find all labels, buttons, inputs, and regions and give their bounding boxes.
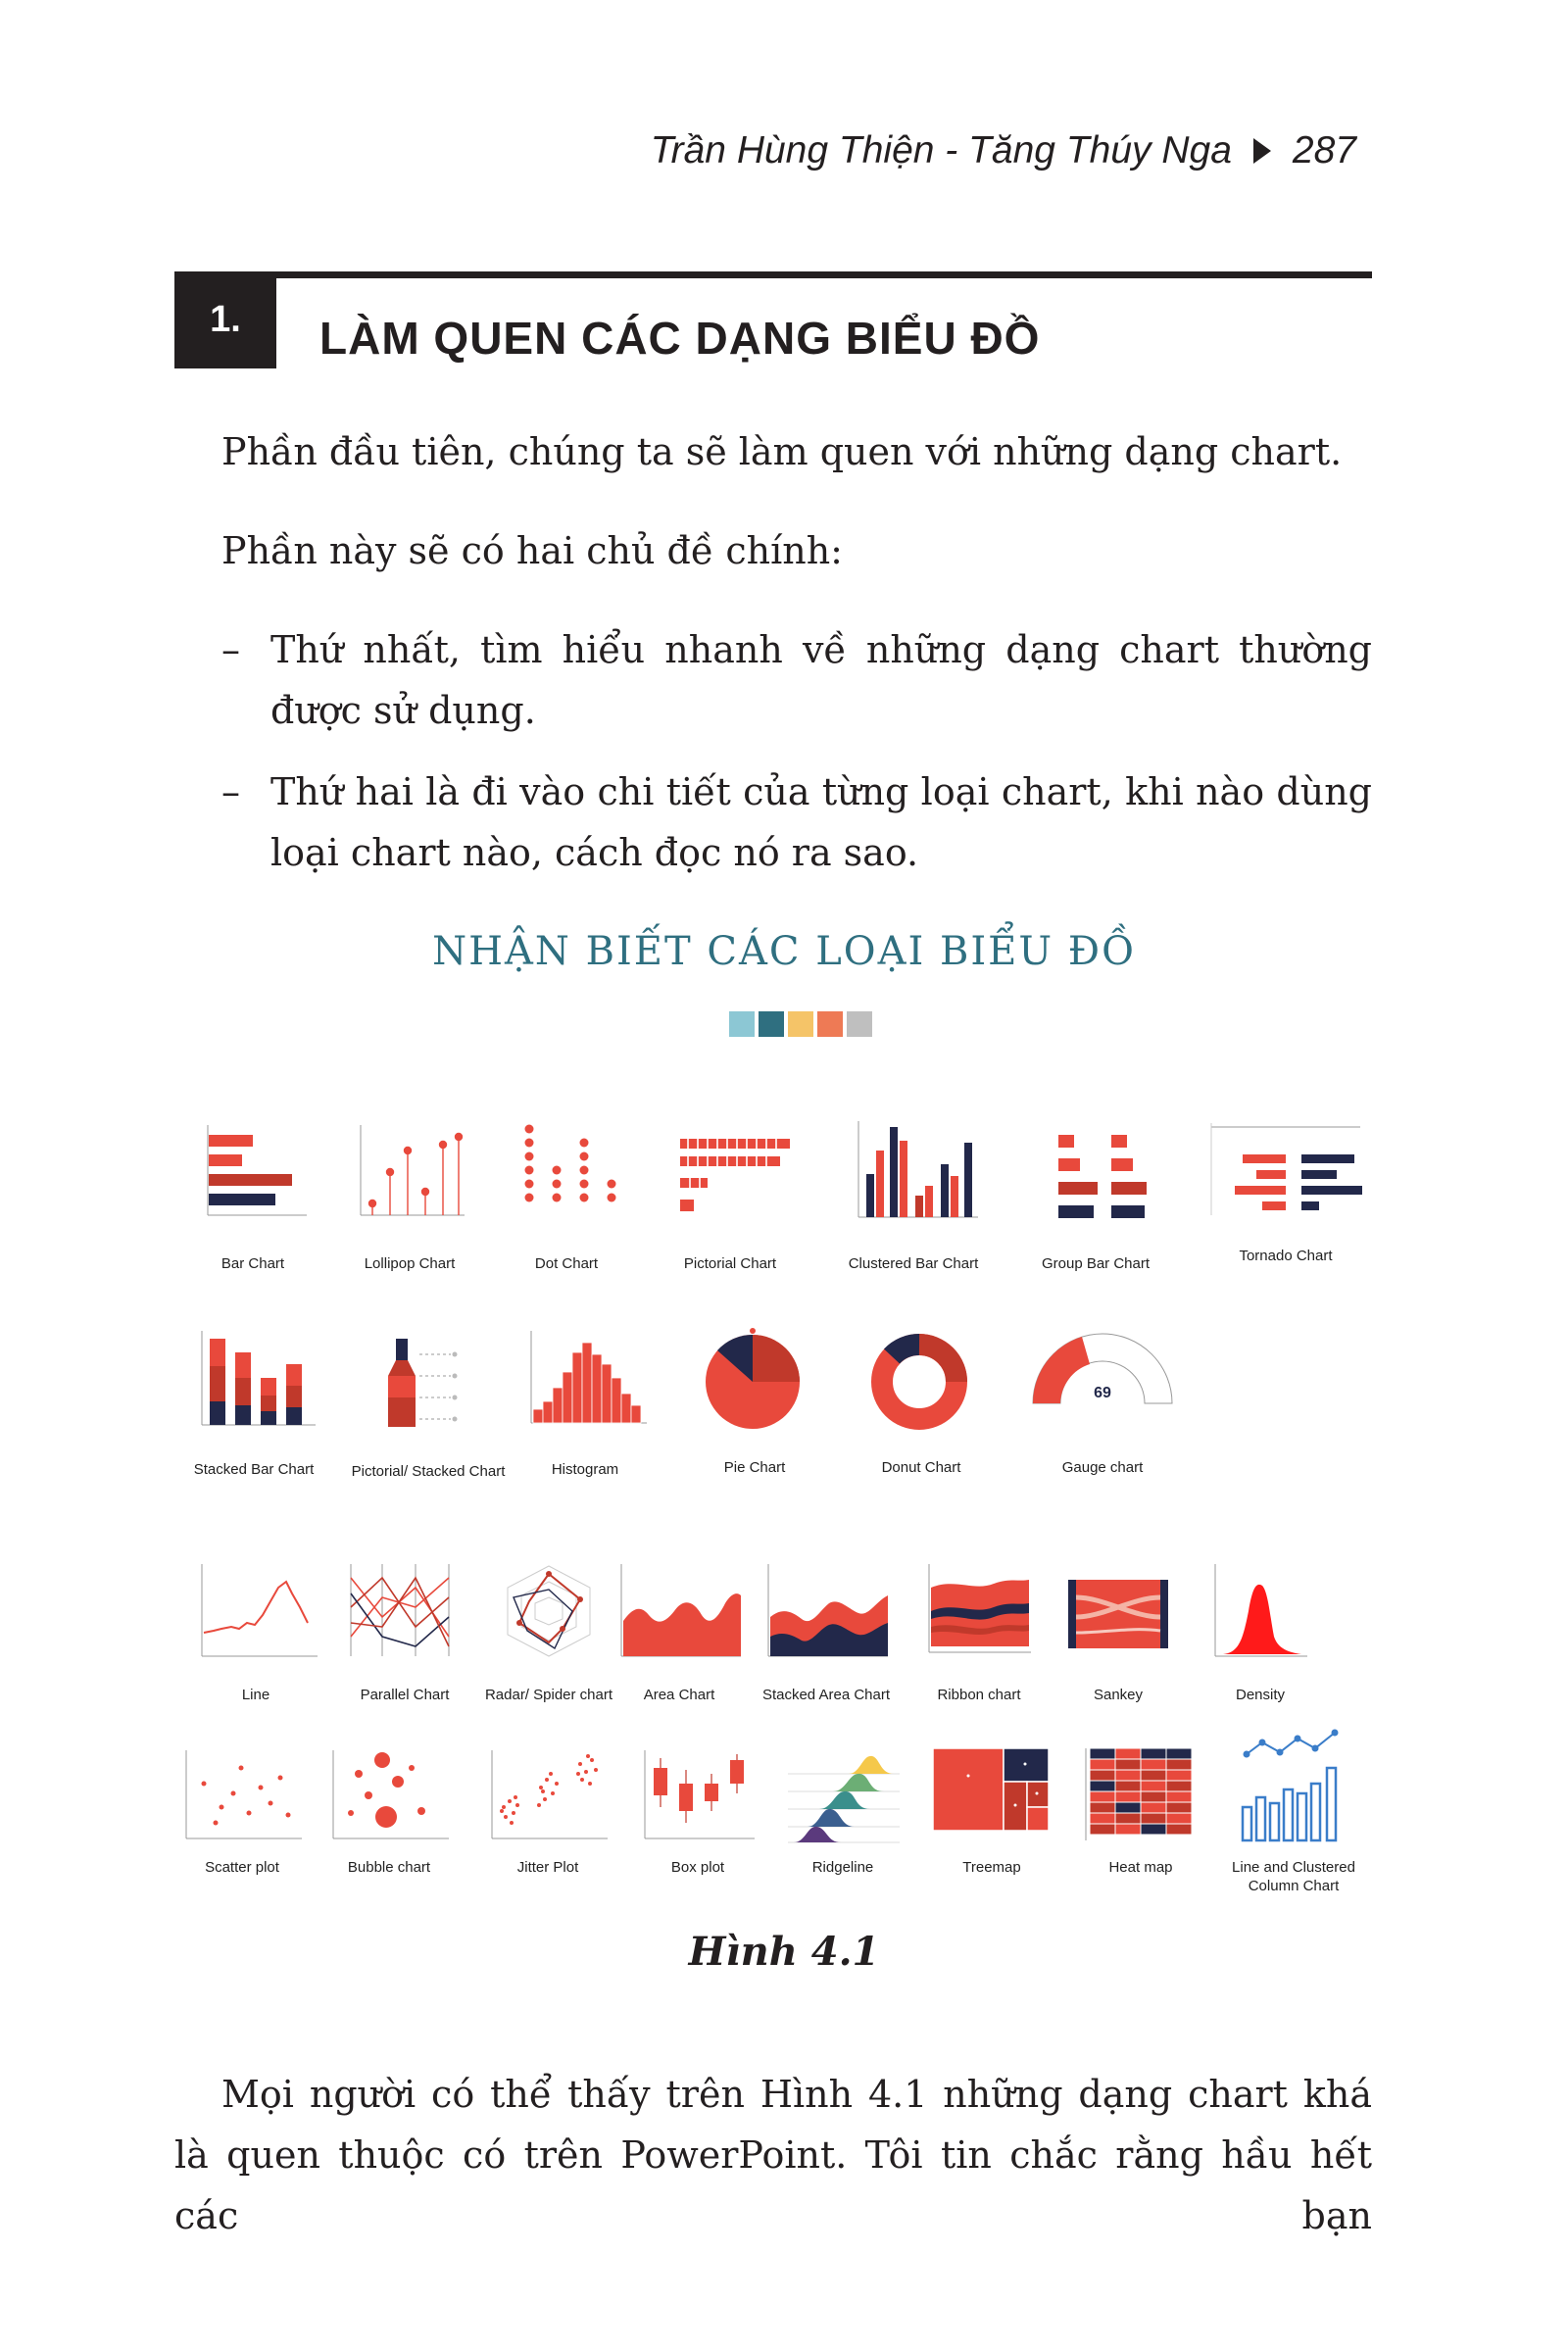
palette-swatch — [847, 1011, 872, 1037]
thumbnail-sankey — [1064, 1558, 1172, 1703]
thumbnail-label: Radar/ Spider chart — [484, 1687, 613, 1703]
parallel-chart-icon — [341, 1558, 468, 1666]
thumbnail-clustered-bar-chart — [845, 1117, 982, 1272]
paragraph-intro: Phần đầu tiên, chúng ta sẽ làm quen với những dạng chart. — [221, 430, 1343, 473]
figure-caption: Hình 4.1 — [688, 1929, 880, 1975]
thumbnail-label: Density — [1235, 1687, 1286, 1703]
palette-swatch — [788, 1011, 813, 1037]
thumbnail-label: Bubble chart — [347, 1859, 431, 1876]
thumbnail-jitter-plot — [484, 1744, 612, 1876]
thumbnail-ridgeline — [784, 1744, 902, 1876]
pictorial-chart-icon — [666, 1117, 794, 1225]
thumbnail-bar-chart — [194, 1117, 312, 1272]
thumbnail-treemap — [933, 1748, 1051, 1876]
heat-map-icon — [1082, 1744, 1200, 1842]
thumbnail-line-clustered-column-chart — [1232, 1725, 1355, 1894]
thumbnail-donut-chart — [862, 1325, 980, 1476]
gauge-chart-icon — [1029, 1325, 1176, 1433]
thumbnail-ribbon-chart — [925, 1558, 1033, 1703]
dash-icon: – — [221, 628, 240, 671]
thumbnail-label: Area Chart — [643, 1687, 715, 1703]
thumbnail-stacked-bar-chart — [190, 1325, 318, 1478]
thumbnail-dot-chart — [508, 1117, 625, 1272]
thumbnail-label: Tornado Chart — [1239, 1248, 1333, 1264]
pictorial-stacked-chart-icon — [365, 1325, 492, 1433]
thumbnail-heat-map — [1082, 1744, 1200, 1876]
page-number: 287 — [1292, 129, 1356, 172]
thumbnail-label: Line — [241, 1687, 270, 1703]
thumbnail-label: Lollipop Chart — [364, 1255, 456, 1272]
author-names: Trần Hùng Thiện - Tăng Thúy Nga — [650, 129, 1232, 172]
paragraph-topics: Phần này sẽ có hai chủ đề chính: — [221, 529, 843, 572]
section-number: 1. — [174, 271, 276, 368]
gauge-value: 69 — [1094, 1385, 1111, 1401]
stacked-area-chart-icon — [762, 1558, 890, 1666]
closing-paragraph: Mọi người có thể thấy trên Hình 4.1 những dạng chart khá là quen thuộc có trên PowerPoint. Tôi tin chắc rằng hầu hết các bạn — [174, 2073, 1372, 2237]
thumbnail-bubble-chart — [325, 1744, 453, 1876]
stacked-bar-chart-icon — [190, 1325, 318, 1433]
scatter-plot-icon — [178, 1744, 306, 1852]
palette-swatch — [759, 1011, 784, 1037]
pie-chart-icon — [696, 1325, 813, 1433]
thumbnail-density — [1211, 1558, 1309, 1703]
thumbnail-label: Pictorial Chart — [683, 1255, 777, 1272]
thumbnail-label: Pictorial/ Stacked Chart — [351, 1463, 506, 1480]
thumbnail-label: Group Bar Chart — [1041, 1255, 1151, 1272]
line-clustered-column-chart-icon — [1237, 1725, 1350, 1842]
treemap-icon — [933, 1748, 1051, 1837]
thumbnail-pie-chart — [696, 1325, 813, 1476]
thumbnail-label: Sankey — [1093, 1687, 1144, 1703]
thumbnail-label: Box plot — [670, 1859, 725, 1876]
thumbnail-histogram — [521, 1325, 649, 1478]
bullet-text: Thứ nhất, tìm hiểu nhanh về những dạng chart thường được sử dụng. — [270, 628, 1372, 732]
thumbnail-label: Parallel Chart — [360, 1687, 450, 1703]
thumbnail-group-bar-chart — [1037, 1117, 1154, 1272]
donut-chart-icon — [862, 1325, 980, 1433]
thumbnail-label: Treemap — [962, 1859, 1021, 1876]
thumbnail-radar-chart — [484, 1558, 613, 1703]
bubble-chart-icon — [325, 1744, 453, 1852]
thumbnail-parallel-chart — [341, 1558, 468, 1703]
bullet-text: Thứ hai là đi vào chi tiết của từng loại chart, khi nào dùng loại chart nào, cách đọc nó ra sao. — [270, 770, 1372, 874]
thumbnail-gauge-chart — [1029, 1325, 1176, 1476]
thumbnail-label: Donut Chart — [881, 1459, 961, 1476]
clustered-bar-chart-icon — [845, 1117, 982, 1225]
density-icon — [1211, 1558, 1309, 1666]
thumbnail-label: Ridgeline — [811, 1859, 874, 1876]
section-title: LÀM QUEN CÁC DẠNG BIỂU ĐỒ — [319, 313, 1041, 364]
thumbnail-tornado-chart — [1207, 1117, 1364, 1264]
thumbnail-label: Dot Chart — [534, 1255, 599, 1272]
palette-swatch — [729, 1011, 755, 1037]
figure-title: NHẬN BIẾT CÁC LOẠI BIỂU ĐỒ — [432, 929, 1136, 974]
sankey-icon — [1064, 1558, 1172, 1666]
thumbnail-label: Clustered Bar Chart — [848, 1255, 979, 1272]
thumbnail-line-chart — [192, 1558, 319, 1703]
thumbnail-label: Line and Clustered Column Chart — [1232, 1859, 1355, 1894]
ribbon-chart-icon — [925, 1558, 1033, 1666]
thumbnail-label: Bar Chart — [220, 1255, 285, 1272]
thumbnail-stacked-area-chart — [761, 1558, 891, 1703]
dash-icon: – — [221, 770, 240, 813]
thumbnail-label: Heat map — [1108, 1859, 1173, 1876]
palette-swatch — [817, 1011, 843, 1037]
box-plot-icon — [639, 1744, 757, 1852]
thumbnail-label: Pie Chart — [723, 1459, 786, 1476]
thumbnail-scatter-plot — [178, 1744, 306, 1876]
area-chart-icon — [615, 1558, 743, 1666]
group-bar-chart-icon — [1037, 1117, 1154, 1225]
thumbnail-label: Ribbon chart — [937, 1687, 1021, 1703]
bullet-item — [221, 761, 1372, 883]
lollipop-chart-icon — [351, 1117, 468, 1225]
thumbnail-label: Histogram — [551, 1461, 619, 1478]
thumbnail-pictorial-chart — [666, 1117, 794, 1272]
running-header — [651, 129, 1356, 172]
line-chart-icon — [192, 1558, 319, 1666]
section-rule — [174, 271, 1372, 278]
bar-chart-icon — [194, 1117, 312, 1225]
dot-chart-icon — [508, 1117, 625, 1225]
triangle-right-icon — [1253, 138, 1271, 164]
bullet-item — [221, 619, 1372, 741]
radar-chart-icon — [490, 1558, 608, 1666]
tornado-chart-icon — [1207, 1117, 1364, 1225]
thumbnail-area-chart — [615, 1558, 743, 1703]
thumbnail-label: Stacked Area Chart — [761, 1687, 891, 1703]
thumbnail-label: Jitter Plot — [516, 1859, 579, 1876]
histogram-icon — [521, 1325, 649, 1433]
thumbnail-box-plot — [639, 1744, 757, 1876]
ridgeline-icon — [784, 1744, 902, 1852]
thumbnail-pictorial-stacked-chart — [351, 1325, 506, 1480]
color-palette — [729, 1011, 872, 1037]
thumbnail-label: Stacked Bar Chart — [193, 1461, 315, 1478]
thumbnail-lollipop-chart — [351, 1117, 468, 1272]
jitter-plot-icon — [484, 1744, 612, 1852]
thumbnail-label: Scatter plot — [205, 1859, 279, 1876]
thumbnail-label: Gauge chart — [1061, 1459, 1144, 1476]
